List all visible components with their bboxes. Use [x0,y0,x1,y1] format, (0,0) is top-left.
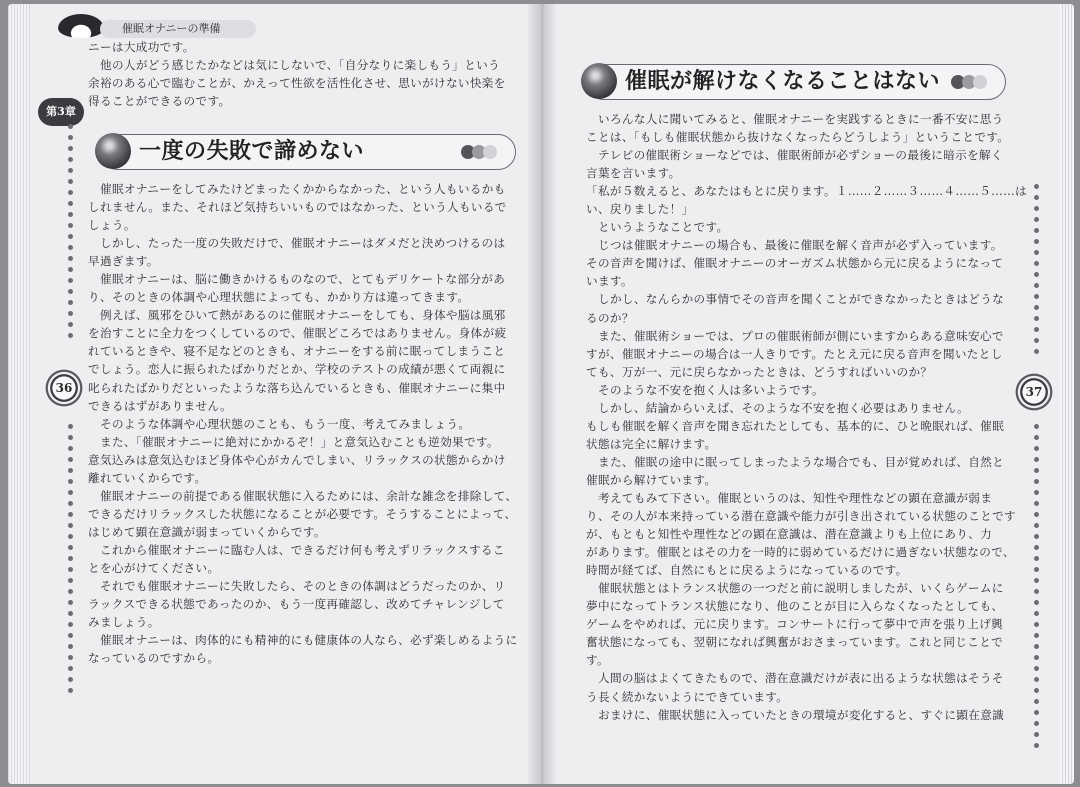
dot-icon [1034,349,1039,354]
dot-icon [68,611,73,616]
dot-icon [68,523,73,528]
text-line: できるだけリラックスした状態になることが必要です。そうすることによって、 [88,506,517,521]
text-line: ことは、「もしも催眠状態から抜けなくなったらどうしよう」ということです。 [586,130,1010,145]
dot-icon [1034,721,1039,726]
dot-icon [68,556,73,561]
decorative-dots-icon [66,124,74,338]
dot-icon [68,501,73,506]
dot-icon [68,435,73,440]
dot-icon [68,534,73,539]
text-line: います。 [586,274,633,289]
dot-icon [1034,435,1039,440]
dot-icon [1034,239,1039,244]
dot-icon [68,512,73,517]
dot-icon [1034,556,1039,561]
text-line: 言葉を言います。 [586,166,681,181]
text-line: 状態は完全に解けます。 [586,436,717,451]
body-text [586,110,1027,724]
text-line: また、催眠術ショーでは、プロの催眠術師が側にいますからある意味安心で [598,328,1004,343]
text-line: しかし、たった一度の失敗だけで、催眠オナニーはダメだと決めつけるのは [100,236,506,251]
section-heading [100,134,516,170]
dot-icon [1034,250,1039,255]
text-line: ゲームをやめれば、元に戻ります。コンサートに行って夢中で声を張り上げ興 [586,617,1004,632]
dot-icon [1034,655,1039,660]
dot-icon [68,644,73,649]
dot-icon [1034,501,1039,506]
dot-icon [68,545,73,550]
dot-icon [1034,589,1039,594]
dot-icon [1034,578,1039,583]
dot-icon [68,424,73,429]
dot-icon [1034,743,1039,748]
dot-icon [1034,633,1039,638]
dot-icon [1034,710,1039,715]
dot-icon [68,311,73,316]
text-line: 催眠状態とはトランス状態の一つだと前に説明しましたが、いくらゲームに [598,581,1004,596]
dot-icon [1034,545,1039,550]
dot-icon [1034,677,1039,682]
dot-icon [68,322,73,327]
dot-icon [68,666,73,671]
dot-icon [68,688,73,693]
text-line: 離れていくからです。 [88,470,207,485]
dot-icon [1034,732,1039,737]
dot-icon [68,278,73,283]
text-line: 催眠オナニーの前提である催眠状態に入るためには、余計な雑念を排除して、 [100,488,518,503]
text-line: じつは催眠オナニーの場合も、最後に催眠を解く音声が必ず入っています。 [598,238,1003,253]
text-line: 時間が経てば、自然にもとに戻るようになっているのです。 [586,563,908,578]
three-dots-icon [951,75,991,89]
text-line: 「私が５数えると、あなたはもとに戻ります。１……２……３……４……５……は [586,184,1027,199]
dot-icon [1034,283,1039,288]
text-line: というようなことです。 [598,220,729,235]
dot-icon [68,212,73,217]
sphere-bullet-icon [95,133,131,169]
dot-icon [68,223,73,228]
dot-icon [68,256,73,261]
text-line: おまけに、催眠状態に入っていたときの環境が変化すると、すぐに顕在意識 [598,707,1005,722]
dot-icon [1034,622,1039,627]
dot-icon [68,457,73,462]
dot-icon [1034,666,1039,671]
dot-icon [68,633,73,638]
text-line: 催眠から解けています。 [586,472,717,487]
sphere-bullet-icon [581,63,617,99]
dot-icon [68,300,73,305]
text-line: はじめて顕在意識が弱まっていくからです。 [88,524,326,539]
dot-icon [1034,688,1039,693]
dot-icon [68,468,73,473]
text-line: 催眠オナニーは、肉体的にも精神的にも健康体の人なら、必ず楽しめるように [100,633,518,648]
text-line: その音声を聞けば、催眠オナニーのオーガズム状態から元に戻るようになって [586,256,1004,271]
page-edges-left [8,4,30,784]
dot-icon [1034,699,1039,704]
text-line: 例えば、風邪をひいて熱があるのに催眠オナニーをしても、身体や脳は風邪 [100,308,506,323]
text-line: また、催眠の途中に眠ってしまったような場合でも、目が覚めれば、自然と [598,454,1005,469]
dot-icon [1034,217,1039,222]
text-line: 催眠オナニーをしてみたけどまったくかからなかった、という人もいるかも [100,182,506,196]
mouth-logo-icon [58,14,104,38]
text-line: みましょう。 [88,615,160,630]
dot-icon [1034,206,1039,211]
dot-icon [68,479,73,484]
dot-icon [68,446,73,451]
dot-icon [68,124,73,129]
dot-icon [1034,184,1039,189]
dot-icon [1034,523,1039,528]
left-page [30,4,528,784]
dot-icon [68,289,73,294]
text-line: を治すことに全力をつくしているので、催眠どころではありません。身体が疲 [88,326,507,341]
text-line: それでも催眠オナニーに失敗したら、そのときの体調はどうだったのか、リ [100,579,506,594]
decorative-dots-icon [1032,184,1040,354]
dot-icon [68,578,73,583]
text-line: り、その人が本来持っている潜在意識や能力が引き出されている状態のことです [586,509,1016,524]
text-line: 他の人がどう感じたかなどは気にしないで、「自分なりに楽しもう」という [100,58,501,73]
dot-icon [1034,534,1039,539]
dot-icon [1034,611,1039,616]
page-number: 36 [44,368,84,408]
dot-icon [1034,567,1039,572]
decorative-dots-icon [66,424,74,693]
dot-icon [1034,195,1039,200]
text-line: す。 [586,653,609,668]
dot-icon [1034,479,1039,484]
dot-icon [1034,305,1039,310]
body-text [88,180,518,667]
dot-icon [1034,272,1039,277]
heading-text: 一度の失敗で諦めない [139,139,365,164]
dot-icon [1034,261,1039,266]
text-line: 考えてもみて下さい。催眠というのは、知性や理性などの顕在意識が弱ま [598,490,993,505]
text-line: これから催眠オナニーに臨む人は、できるだけ何も考えずリラックスするこ [100,542,505,557]
section-heading [586,64,1006,100]
dot-icon [1034,316,1039,321]
text-line: しれません。また、それほど気持ちいいものではなかった、という人もいるで [88,200,507,215]
text-line: 奮状態になっても、翌朝になれば興奮がおさまっています。これと同じことで [586,635,1004,650]
text-line: 夢中になってトランス状態になり、他のことが目に入らなくなったとしても、 [586,599,1004,614]
dot-icon [1034,228,1039,233]
text-line: できるはずがありません。 [88,398,233,413]
dot-icon [68,677,73,682]
dot-icon [1034,457,1039,462]
right-page [556,4,1060,784]
dot-icon [68,157,73,162]
running-head [58,12,258,38]
text-line: れているときや、寝不足などのときも、オナニーをする前に眠ってしまうこと [88,344,506,359]
dot-icon [68,490,73,495]
text-line: 得ることができるのです。 [88,94,231,109]
dot-icon [1034,327,1039,332]
text-line: いろんな人に聞いてみると、催眠オナニーを実践するときに一番不安に思う [598,112,1004,126]
text-line: 人間の脳はよくてきたもので、潜在意識だけが表に出るような状態はそうそ [598,671,1004,686]
text-line: が、もともと知性や理性などの顕在意識は、潜在意識よりも上位にあり、力 [586,527,993,542]
dot-icon [1034,600,1039,605]
dot-icon [1034,644,1039,649]
dot-icon [1034,446,1039,451]
text-line: しかし、結論からいえば、そのような不安を抱く必要はありません。 [598,400,969,415]
dot-icon [1034,490,1039,495]
text-line: るのか？ [586,310,634,325]
text-line: があります。催眠とはその力を一時的に弱めているだけに過ぎない状態なので、 [586,545,1015,560]
dot-icon [1034,294,1039,299]
intro-text [88,38,506,110]
text-line: 催眠オナニーは、脳に働きかけるものなので、とてもデリケートな部分があ [100,272,506,287]
dot-icon [68,600,73,605]
text-line: とを心がけてください。 [88,560,220,575]
text-line: そのような体調や心理状態のことも、もう一度、考えてみましょう。 [100,416,471,431]
text-line: り、そのときの体調や心理状態によっても、かかり方は違ってきます。 [88,290,470,305]
text-line: 余裕のある心で臨むことが、かえって性欲を活性化させ、思いがけない快楽を [88,76,506,91]
dot-icon [68,179,73,184]
dot-icon [68,622,73,627]
text-line: また、「催眠オナニーに絶対にかかるぞ！」と意気込むことも逆効果です。 [100,434,499,449]
text-line: テレビの催眠術ショーなどでは、催眠術師が必ずショーの最後に暗示を解く [598,148,1003,163]
text-line: ても、万が一、元に戻らなかったときは、どうすればいいのか？ [586,364,933,379]
text-line: なっているのですから。 [88,651,220,666]
text-line: でしょう。恋人に振られたばかりだとか、学校のテストの成績が悪くて両親に [88,362,506,377]
three-dots-icon [461,145,501,159]
text-line: ラックスできる状態であったのか、もう一度再確認し、改めてチャレンジして [88,597,505,612]
dot-icon [68,146,73,151]
dot-icon [1034,338,1039,343]
dot-icon [68,567,73,572]
dot-icon [1034,512,1039,517]
dot-icon [68,201,73,206]
decorative-dots-icon [1032,424,1040,748]
dot-icon [1034,468,1039,473]
dot-icon [68,333,73,338]
dot-icon [68,589,73,594]
running-head-title: 催眠オナニーの準備 [100,20,256,38]
text-line: ニーは大成功です。 [88,40,195,54]
dot-icon [68,190,73,195]
text-line: 叱られたばかりだといったような落ち込んでいるときも、催眠オナニーに集中 [88,380,506,395]
page-number: 37 [1014,372,1054,412]
chapter-tab: 第3章 [38,98,84,126]
heading-text: 催眠が解けなくなることはない [625,69,941,94]
text-line: い、戻りました！」 [586,202,694,217]
text-line: 意気込みは意気込むほど身体や心がカんでしまい、リラックスの状態からかけ [88,452,506,467]
text-line: う長く続かないようにできています。 [586,689,789,704]
dot-icon [1034,424,1039,429]
text-line: 早過ぎます。 [88,254,159,269]
dot-icon [68,135,73,140]
text-line: すが、催眠オナニーの場合は一人きりです。たとえ元に戻る音声を聞いたとし [586,346,1003,361]
book-spread [8,4,1074,784]
dot-icon [68,234,73,239]
dot-icon [68,267,73,272]
page-edges-right [1060,4,1074,784]
text-line: そのような不安を抱く人は多いようです。 [598,382,825,397]
text-line: しかし、なんらかの事情でその音声を聞くことができなかったときはどうな [598,292,1005,307]
dot-icon [68,245,73,250]
book-gutter [528,4,556,784]
dot-icon [68,655,73,660]
dot-icon [68,168,73,173]
text-line: もしも催眠を解く音声を聞き忘れたとしても、基本的に、ひと晩眠れば、催眠 [586,418,1005,433]
text-line: しょう。 [88,218,136,233]
